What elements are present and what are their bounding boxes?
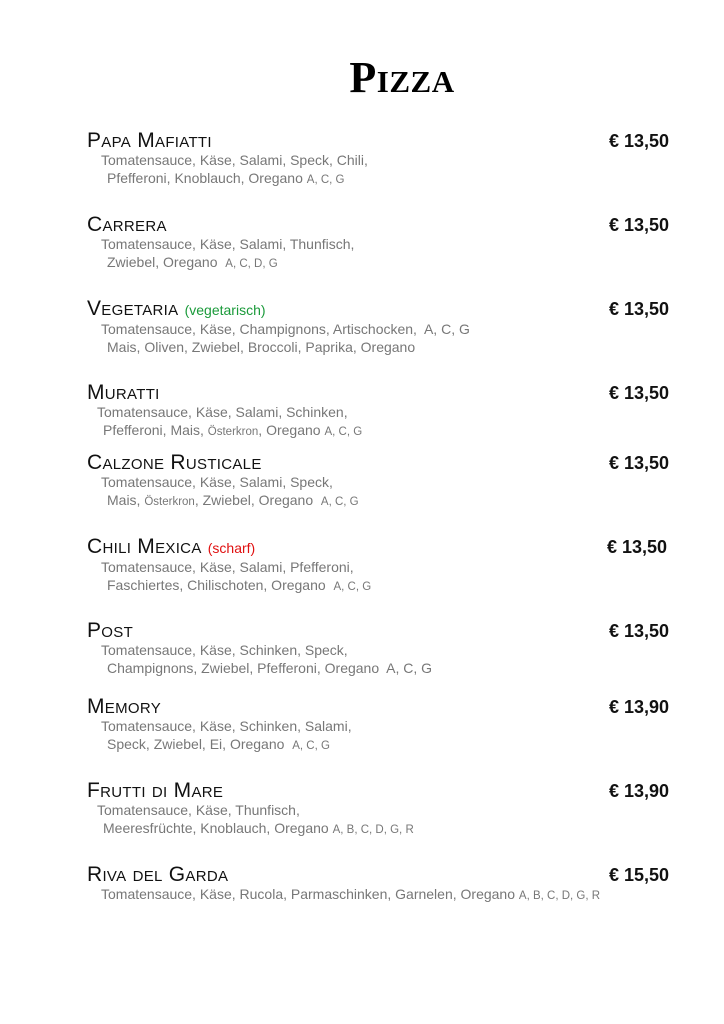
item-allergens: A, C, G bbox=[386, 659, 433, 676]
menu-item-calzone-rusticale bbox=[87, 452, 669, 511]
item-price: € 13,90 bbox=[608, 697, 669, 717]
item-ingredients-line2: Meeresfrüchte, Knoblauch, Oregano A, B, C, D, G, R bbox=[103, 819, 414, 836]
item-price: € 13,90 bbox=[608, 781, 669, 801]
item-ingredients-line2: Speck, Zwiebel, Ei, Oregano A, C, G bbox=[107, 735, 330, 752]
item-allergens: A, C, D, G bbox=[225, 257, 278, 270]
item-ingredients-line2: Faschiertes, Chilischoten, Oregano A, C, G bbox=[107, 576, 372, 593]
item-allergens: A, C, G bbox=[333, 580, 372, 593]
item-name: Muratti bbox=[87, 381, 160, 404]
item-price: € 15,50 bbox=[608, 865, 669, 885]
item-price: € 13,50 bbox=[608, 215, 669, 235]
item-ingredients-line1: Tomatensauce, Käse, Salami, Thunfisch, bbox=[101, 236, 355, 252]
item-allergens: A, B, C, D, G, R bbox=[518, 890, 601, 902]
item-ingredients-line2: Mais, Oliven, Zwiebel, Broccoli, Paprika, Oregano bbox=[107, 338, 416, 355]
item-name: Chili Mexica (scharf) bbox=[87, 535, 256, 558]
item-price: € 13,50 bbox=[608, 383, 669, 403]
item-allergens: A, C, G bbox=[320, 495, 359, 508]
item-ingredients-line1: Tomatensauce, Käse, Champignons, Artischocken, A, C, G bbox=[101, 321, 470, 337]
item-name: Calzone Rusticale bbox=[87, 451, 262, 474]
item-ingredients-line1: Tomatensauce, Käse, Salami, Speck, bbox=[101, 474, 333, 490]
menu-item-muratti bbox=[87, 382, 669, 441]
item-ingredients-line2: Zwiebel, Oregano A, C, D, G bbox=[107, 253, 278, 270]
item-ingredients-line1: Tomatensauce, Käse, Thunfisch, bbox=[97, 802, 300, 818]
item-ingredients-line1: Tomatensauce, Käse, Rucola, Parmaschinken, Garnelen, Oregano A, B, C, D, G, R bbox=[101, 886, 601, 902]
item-name: Papa Mafiatti bbox=[87, 129, 212, 152]
item-ingredients-line1: Tomatensauce, Käse, Salami, Schinken, bbox=[97, 404, 348, 420]
item-ingredients-line2: Pfefferoni, Mais, Österkron, Oregano A, C, G bbox=[103, 421, 363, 438]
menu-item-frutti-di-mare bbox=[87, 780, 669, 839]
menu-item-vegetaria bbox=[87, 298, 669, 356]
item-allergens: A, C, G bbox=[324, 425, 363, 438]
item-name: Vegetaria (vegetarisch) bbox=[87, 297, 266, 320]
item-price: € 13,50 bbox=[608, 299, 669, 319]
spicy-note: (scharf) bbox=[207, 540, 256, 556]
item-ingredients-line1: Tomatensauce, Käse, Salami, Pfefferoni, bbox=[101, 559, 354, 575]
item-ingredients-line1: Tomatensauce, Käse, Schinken, Salami, bbox=[101, 718, 352, 734]
vegetarian-note: (vegetarisch) bbox=[184, 302, 266, 318]
item-price: € 13,50 bbox=[608, 453, 669, 473]
page-title: Pizza bbox=[349, 53, 455, 102]
item-price: € 13,50 bbox=[608, 131, 669, 151]
item-allergens: A, B, C, D, G, R bbox=[332, 823, 414, 836]
item-ingredients-line1: Tomatensauce, Käse, Salami, Speck, Chili, bbox=[101, 152, 368, 168]
item-ingredients-line1: Tomatensauce, Käse, Schinken, Speck, bbox=[101, 642, 348, 658]
item-name: Frutti di Mare bbox=[87, 779, 224, 802]
menu-item-riva-del-garda bbox=[87, 864, 669, 906]
item-name: Memory bbox=[87, 695, 162, 718]
item-allergens: A, C, G bbox=[423, 321, 470, 337]
item-price: € 13,50 bbox=[606, 537, 667, 557]
menu-item-memory bbox=[87, 696, 669, 755]
item-name: Riva del Garda bbox=[87, 863, 229, 886]
item-ingredients-line2: Pfefferoni, Knoblauch, Oregano A, C, G bbox=[107, 169, 345, 186]
menu-item-carrera bbox=[87, 214, 669, 273]
item-allergens: A, C, G bbox=[306, 173, 345, 186]
item-ingredients-line2: Mais, Österkron, Zwiebel, Oregano A, C, G bbox=[107, 491, 359, 508]
menu-item-papa-mafiatti bbox=[87, 130, 669, 189]
item-ingredients-line2: Champignons, Zwiebel, Pfefferoni, Oregano A, C, G bbox=[107, 659, 433, 676]
menu-item-post bbox=[87, 620, 669, 677]
item-name: Post bbox=[87, 619, 134, 642]
item-allergens: A, C, G bbox=[292, 739, 330, 752]
item-price: € 13,50 bbox=[608, 621, 669, 641]
item-name: Carrera bbox=[87, 213, 167, 236]
menu-item-chili-mexica bbox=[87, 536, 669, 596]
